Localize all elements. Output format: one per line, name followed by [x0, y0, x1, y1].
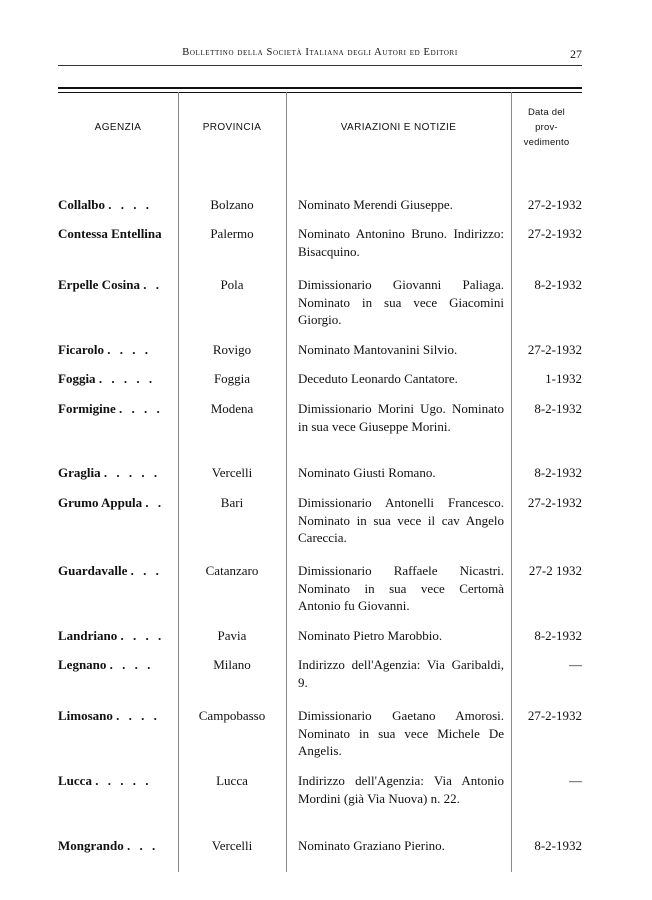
notizie-cell: Nominato Pietro Marobbio. — [298, 628, 443, 643]
data-cell: — — [569, 773, 582, 788]
agenzia-cell — [58, 370, 178, 388]
provincia-cell: Lucca — [216, 773, 248, 788]
agenzia-name: Lucca — [58, 773, 92, 788]
agenzia-cell — [58, 464, 178, 482]
provincia-cell: Pavia — [217, 628, 247, 643]
notizie-cell: Indirizzo dell'Agenzia: Via Garibaldi, 9. — [298, 657, 504, 690]
leader-dots: . . . . . — [98, 371, 156, 386]
notizie-cell: Nominato Giusti Romano. — [298, 465, 436, 480]
header-title: Bollettino della Società Italiana degli Autori ed Editori — [182, 47, 458, 58]
agenzia-name: Landriano — [58, 628, 118, 643]
leader-dots: . . . . — [109, 657, 154, 672]
page-number: 27 — [570, 47, 582, 61]
table-header — [58, 92, 582, 162]
agenzia-name: Legnano — [58, 657, 107, 672]
column-header-variazioni: VARIAZIONI E NOTIZIE — [340, 121, 457, 133]
data-cell: 1-1932 — [545, 371, 582, 386]
data-cell: 8-2-1932 — [534, 277, 582, 292]
data-cell: 27-2-1932 — [527, 708, 582, 723]
leader-dots: . . — [145, 495, 165, 510]
data-cell: 8-2-1932 — [534, 401, 582, 416]
data-cell: 27-2-1932 — [527, 226, 582, 241]
agenzia-name: Collalbo — [58, 197, 105, 212]
column-header-data-line: Data del — [528, 106, 565, 118]
provincia-cell: Modena — [210, 401, 254, 416]
agenzia-name: Foggia — [58, 371, 96, 386]
provincia-cell: Vercelli — [211, 838, 253, 853]
agenzia-cell — [58, 494, 178, 512]
agenzia-name: Mongrando — [58, 838, 124, 853]
notizie-cell: Dimissionario Gaetano Amorosi. Nominato in sua vece Michele De Angelis. — [298, 708, 504, 758]
provincia-cell: Campobasso — [198, 708, 266, 723]
provincia-cell: Bari — [220, 495, 244, 510]
column-header-data-line: vedimento — [523, 136, 570, 148]
provincia-cell: Milano — [213, 657, 251, 672]
notizie-cell: Nominato Graziano Pierino. — [298, 838, 445, 853]
column-header-agenzia: AGENZIA — [94, 121, 142, 133]
notizie-cell: Nominato Antonino Bruno. Indirizzo: Bisacquino. — [298, 226, 504, 259]
data-cell: 27-2-1932 — [527, 197, 582, 212]
leader-dots: . . . . . — [95, 773, 152, 788]
agenzia-cell — [58, 562, 178, 580]
notizie-cell: Indirizzo dell'Agenzia: Via Antonio Mordini (già Via Nuova) n. 22. — [298, 773, 504, 806]
leader-dots: . . . — [130, 563, 162, 578]
agenzia-cell — [58, 400, 178, 418]
provincia-cell: Bolzano — [210, 197, 254, 212]
column-header-provincia: PROVINCIA — [202, 121, 262, 133]
agenzia-cell — [58, 772, 178, 790]
provincia-cell: Palermo — [210, 226, 254, 241]
notizie-cell: Dimissionario Giovanni Paliaga. Nominato in sua vece Giacomini Giorgio. — [298, 277, 504, 327]
agenzia-cell — [58, 196, 178, 214]
data-cell: — — [569, 657, 582, 672]
column-header-data — [511, 92, 582, 162]
notizie-cell: Nominato Mantovanini Silvio. — [298, 342, 458, 357]
provincia-cell: Foggia — [213, 371, 251, 386]
provincia-cell: Rovigo — [212, 342, 252, 357]
agenzia-name: Guardavalle — [58, 563, 128, 578]
column-header-data-line: prov- — [535, 121, 558, 133]
data-cell: 8-2-1932 — [534, 628, 582, 643]
agenzia-cell — [58, 707, 178, 725]
notizie-cell: Dimissionario Morini Ugo. Nominato in sua vece Giuseppe Morini. — [298, 401, 504, 434]
leader-dots: . . . . — [116, 708, 160, 723]
agenzia-cell — [58, 225, 178, 243]
agenzia-name: Limosano — [58, 708, 113, 723]
running-header — [58, 47, 582, 65]
data-cell: 27-2-1932 — [527, 495, 582, 510]
notizie-cell: Dimissionario Antonelli Francesco. Nominato in sua vece il cav Angelo Careccia. — [298, 495, 504, 545]
column-divider — [286, 92, 287, 872]
leader-dots: . . — [143, 277, 162, 292]
agenzia-name: Formigine — [58, 401, 116, 416]
data-cell: 8-2-1932 — [534, 838, 582, 853]
agenzia-cell — [58, 837, 178, 855]
leader-dots: . . . . — [108, 197, 152, 212]
agenzia-cell — [58, 627, 178, 645]
agenzia-name: Contessa Entellina — [58, 226, 162, 241]
agenzia-name: Grumo Appula — [58, 495, 143, 510]
data-cell: 27-2-1932 — [527, 342, 582, 357]
data-cell: 8-2-1932 — [534, 465, 582, 480]
provincia-cell: Catanzaro — [205, 563, 259, 578]
leader-dots: . . . . — [120, 628, 165, 643]
agenzia-name: Erpelle Cosina — [58, 277, 140, 292]
agenzia-cell — [58, 276, 178, 294]
leader-dots: . . . . — [119, 401, 163, 416]
provincia-cell: Vercelli — [211, 465, 253, 480]
agenzia-cell — [58, 341, 178, 359]
agenzia-name: Ficarolo — [58, 342, 104, 357]
agenzia-name: Graglia — [58, 465, 101, 480]
notizie-cell: Deceduto Leonardo Cantatore. — [298, 371, 458, 386]
notizie-cell: Dimissionario Raffaele Nicastri. Nominato in sua vece Certomà Antonio fu Giovanni. — [298, 563, 504, 613]
leader-dots: . . . . . — [103, 465, 161, 480]
leader-dots: . . . — [126, 838, 159, 853]
agenzia-cell — [58, 656, 178, 674]
notizie-cell: Nominato Merendi Giuseppe. — [298, 197, 453, 212]
header-rule — [58, 65, 582, 66]
data-cell: 27-2 1932 — [528, 563, 582, 578]
leader-dots: . . . . — [107, 342, 151, 357]
provincia-cell: Pola — [220, 277, 244, 292]
